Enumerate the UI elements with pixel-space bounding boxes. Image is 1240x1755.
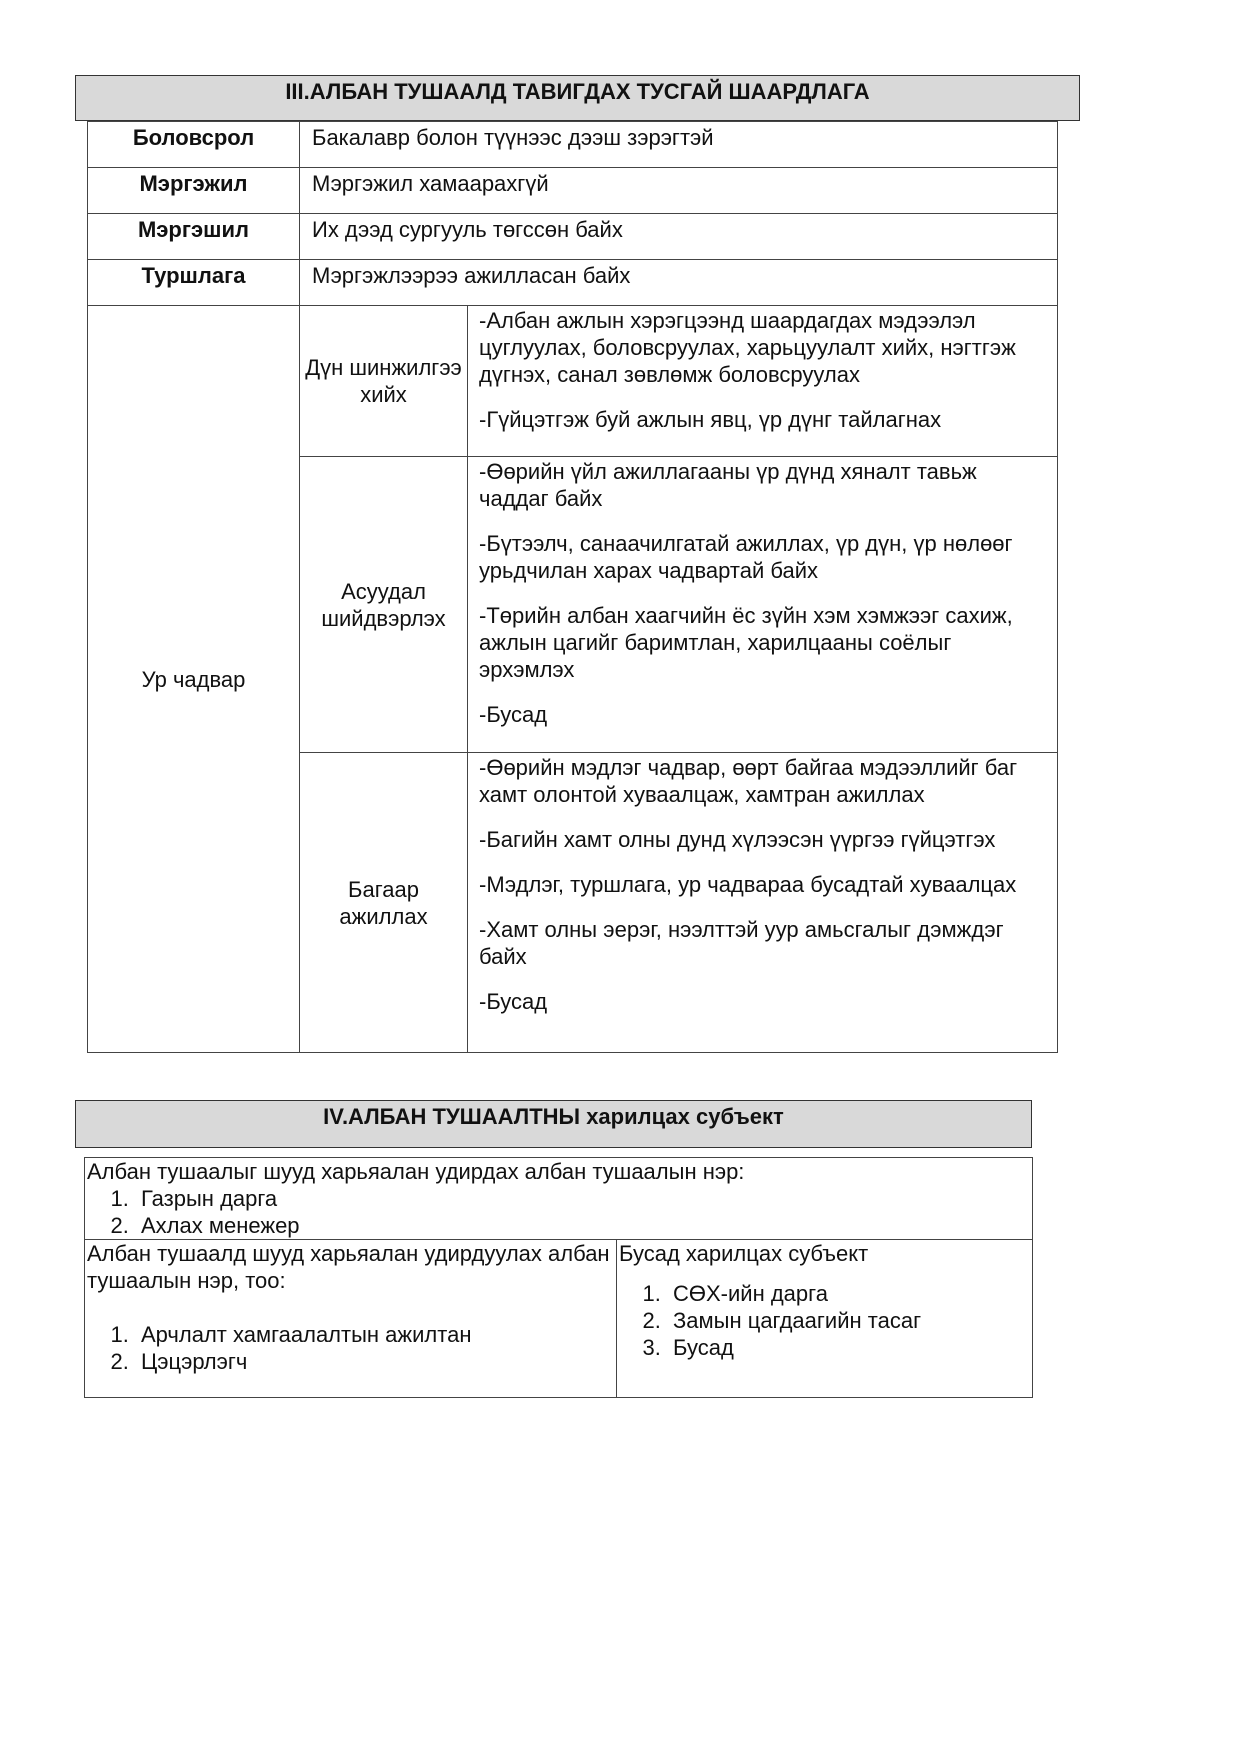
row-value-qualification: Их дээд сургууль төгссөн байх [300,214,1058,260]
supervisor-cell [85,1158,1033,1240]
subordinates-list [87,1321,614,1375]
row-value-profession: Мэргэжил хамаарахгүй [300,168,1058,214]
list-item: -Хамт олны эерэг, нээлттэй уур амьсгалыг дэмждэг байх [479,917,1004,969]
table-row [85,1158,1033,1240]
section3-title: III.АЛБАН ТУШААЛД ТАВИГДАХ ТУСГАЙ ШААРДЛАГА [285,79,870,104]
supervisor-heading: Албан тушаалыг шууд харьяалан удирдах албан тушаалын нэр: [87,1159,745,1184]
list-item: 1. Арчлалт хамгаалалтын ажилтан [135,1321,614,1348]
others-list [619,1280,1030,1361]
table-row [88,260,1058,306]
table-row [88,214,1058,260]
table-row [88,168,1058,214]
list-item: 1. Газрын дарга [135,1185,1030,1212]
row-label-profession: Мэргэжил [88,168,300,214]
list-item: 2. Ахлах менежер [135,1212,1030,1239]
section4-title: IV.АЛБАН ТУШААЛТНЫ харилцах субъект [323,1104,784,1129]
section3-header [75,75,1080,121]
relations-table [84,1157,1033,1398]
skill-items-problem-solving [468,457,1058,753]
row-value-experience: Мэргэжлээрээ ажилласан байх [300,260,1058,306]
list-item: -Мэдлэг, туршлага, ур чадвараа бусадтай хуваалцах [479,872,1017,897]
list-item: -Гүйцэтгэж буй ажлын явц, үр дүнг тайлагнах [479,407,942,432]
list-item: -Бусад [479,702,548,727]
skill-items-analysis [468,306,1058,457]
row-label-education: Боловсрол [88,122,300,168]
row-label-qualification: Мэргэшил [88,214,300,260]
list-item: -Багийн хамт олны дунд хүлээсэн үүргээ гүйцэтгэх [479,827,996,852]
list-item: -Бүтээлч, санаачилгатай ажиллах, үр дүн, үр нөлөөг урьдчилан харах чадвартай байх [479,531,1013,583]
supervisor-list [87,1185,1030,1239]
list-item: 3. Бусад [667,1334,1030,1361]
skill-items-teamwork [468,753,1058,1053]
subordinates-heading: Албан тушаалд шууд харьяалан удирдуулах албан тушаалын нэр, тоо: [87,1241,610,1293]
table-row [88,122,1058,168]
list-item: 1. СӨХ-ийн дарга [667,1280,1030,1307]
skills-label: Ур чадвар [88,306,300,1053]
skill-name-problem-solving: Асуудал шийдвэрлэх [300,457,468,753]
list-item: -Өөрийн мэдлэг чадвар, өөрт байгаа мэдээллийг баг хамт олонтой хуваалцаж, хамтран ажиллах [479,755,1018,807]
table-row [85,1240,1033,1398]
row-value-education: Бакалавр болон түүнээс дээш зэрэгтэй [300,122,1058,168]
skill-name-teamwork: Багаар ажиллах [300,753,468,1053]
subordinates-cell [85,1240,617,1398]
list-item: 2. Замын цагдаагийн тасаг [667,1307,1030,1334]
list-item: -Бусад [479,989,548,1014]
row-label-experience: Туршлага [88,260,300,306]
others-heading: Бусад харилцах субъект [619,1241,869,1266]
list-item: -Албан ажлын хэрэгцээнд шаардагдах мэдээлэл цуглуулах, боловсруулах, харьцуулалт хийх, нэгтгэж дүгнэх, санал зөвлөмж боловсруулах [479,308,1016,387]
skill-name-analysis: Дүн шинжилгээ хийх [300,306,468,457]
requirements-table [87,121,1058,1053]
list-item: -Төрийн албан хаагчийн ёс зүйн хэм хэмжээг сахиж, ажлын цагийг баримтлан, харилцааны соёлыг эрхэмлэх [479,603,1013,682]
section4-header [75,1100,1032,1148]
list-item: -Өөрийн үйл ажиллагааны үр дүнд хяналт тавьж чаддаг байх [479,459,977,511]
table-row [88,306,1058,457]
others-cell [617,1240,1033,1398]
list-item: 2. Цэцэрлэгч [135,1348,614,1375]
